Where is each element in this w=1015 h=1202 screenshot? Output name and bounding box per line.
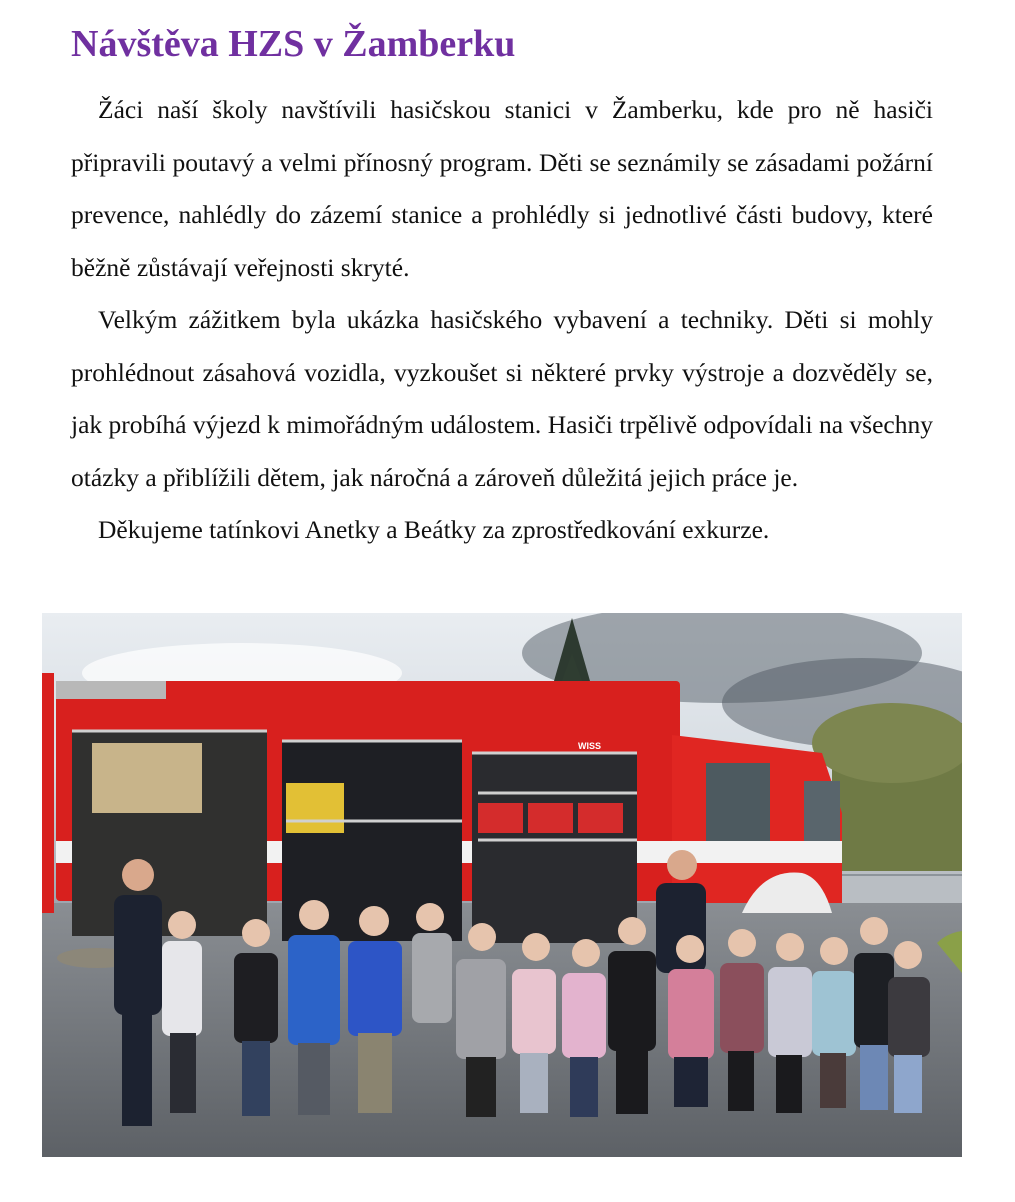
paragraph-thanks: Děkujeme tatínkovi Anetky a Beátky za zprostředkování exkurze. [98,515,770,544]
article-body [71,84,933,557]
group-photo [42,613,962,1157]
fire-truck-photo-illustration [42,613,962,1157]
paragraph-visit: Žáci naší školy navštívili hasičskou stanici v Žamberku, kde pro ně hasiči připravili poutavý a velmi přínosný program. Děti se seznámily se zásadami požární prevence, nahlédly do zázemí stanice a prohlédly si jednotlivé části budovy, které běžně zůstávají veřejnosti skryté. [71,95,933,282]
paragraph-equipment: Velkým zážitkem byla ukázka hasičského vybavení a techniky. Děti si mohly prohlédnout zásahová vozidla, vyzkoušet si některé prvky výstroje a dozvěděly se, jak probíhá výjezd k mimořádným událostem. Hasiči trpělivě odpovídali na všechny otázky a přiblížili dětem, jak náročná a zároveň důležitá jejich práce je. [71,305,933,492]
article-title: Návštěva HZS v Žamberku [71,23,516,65]
truck-brand-label: WISS [578,741,602,751]
